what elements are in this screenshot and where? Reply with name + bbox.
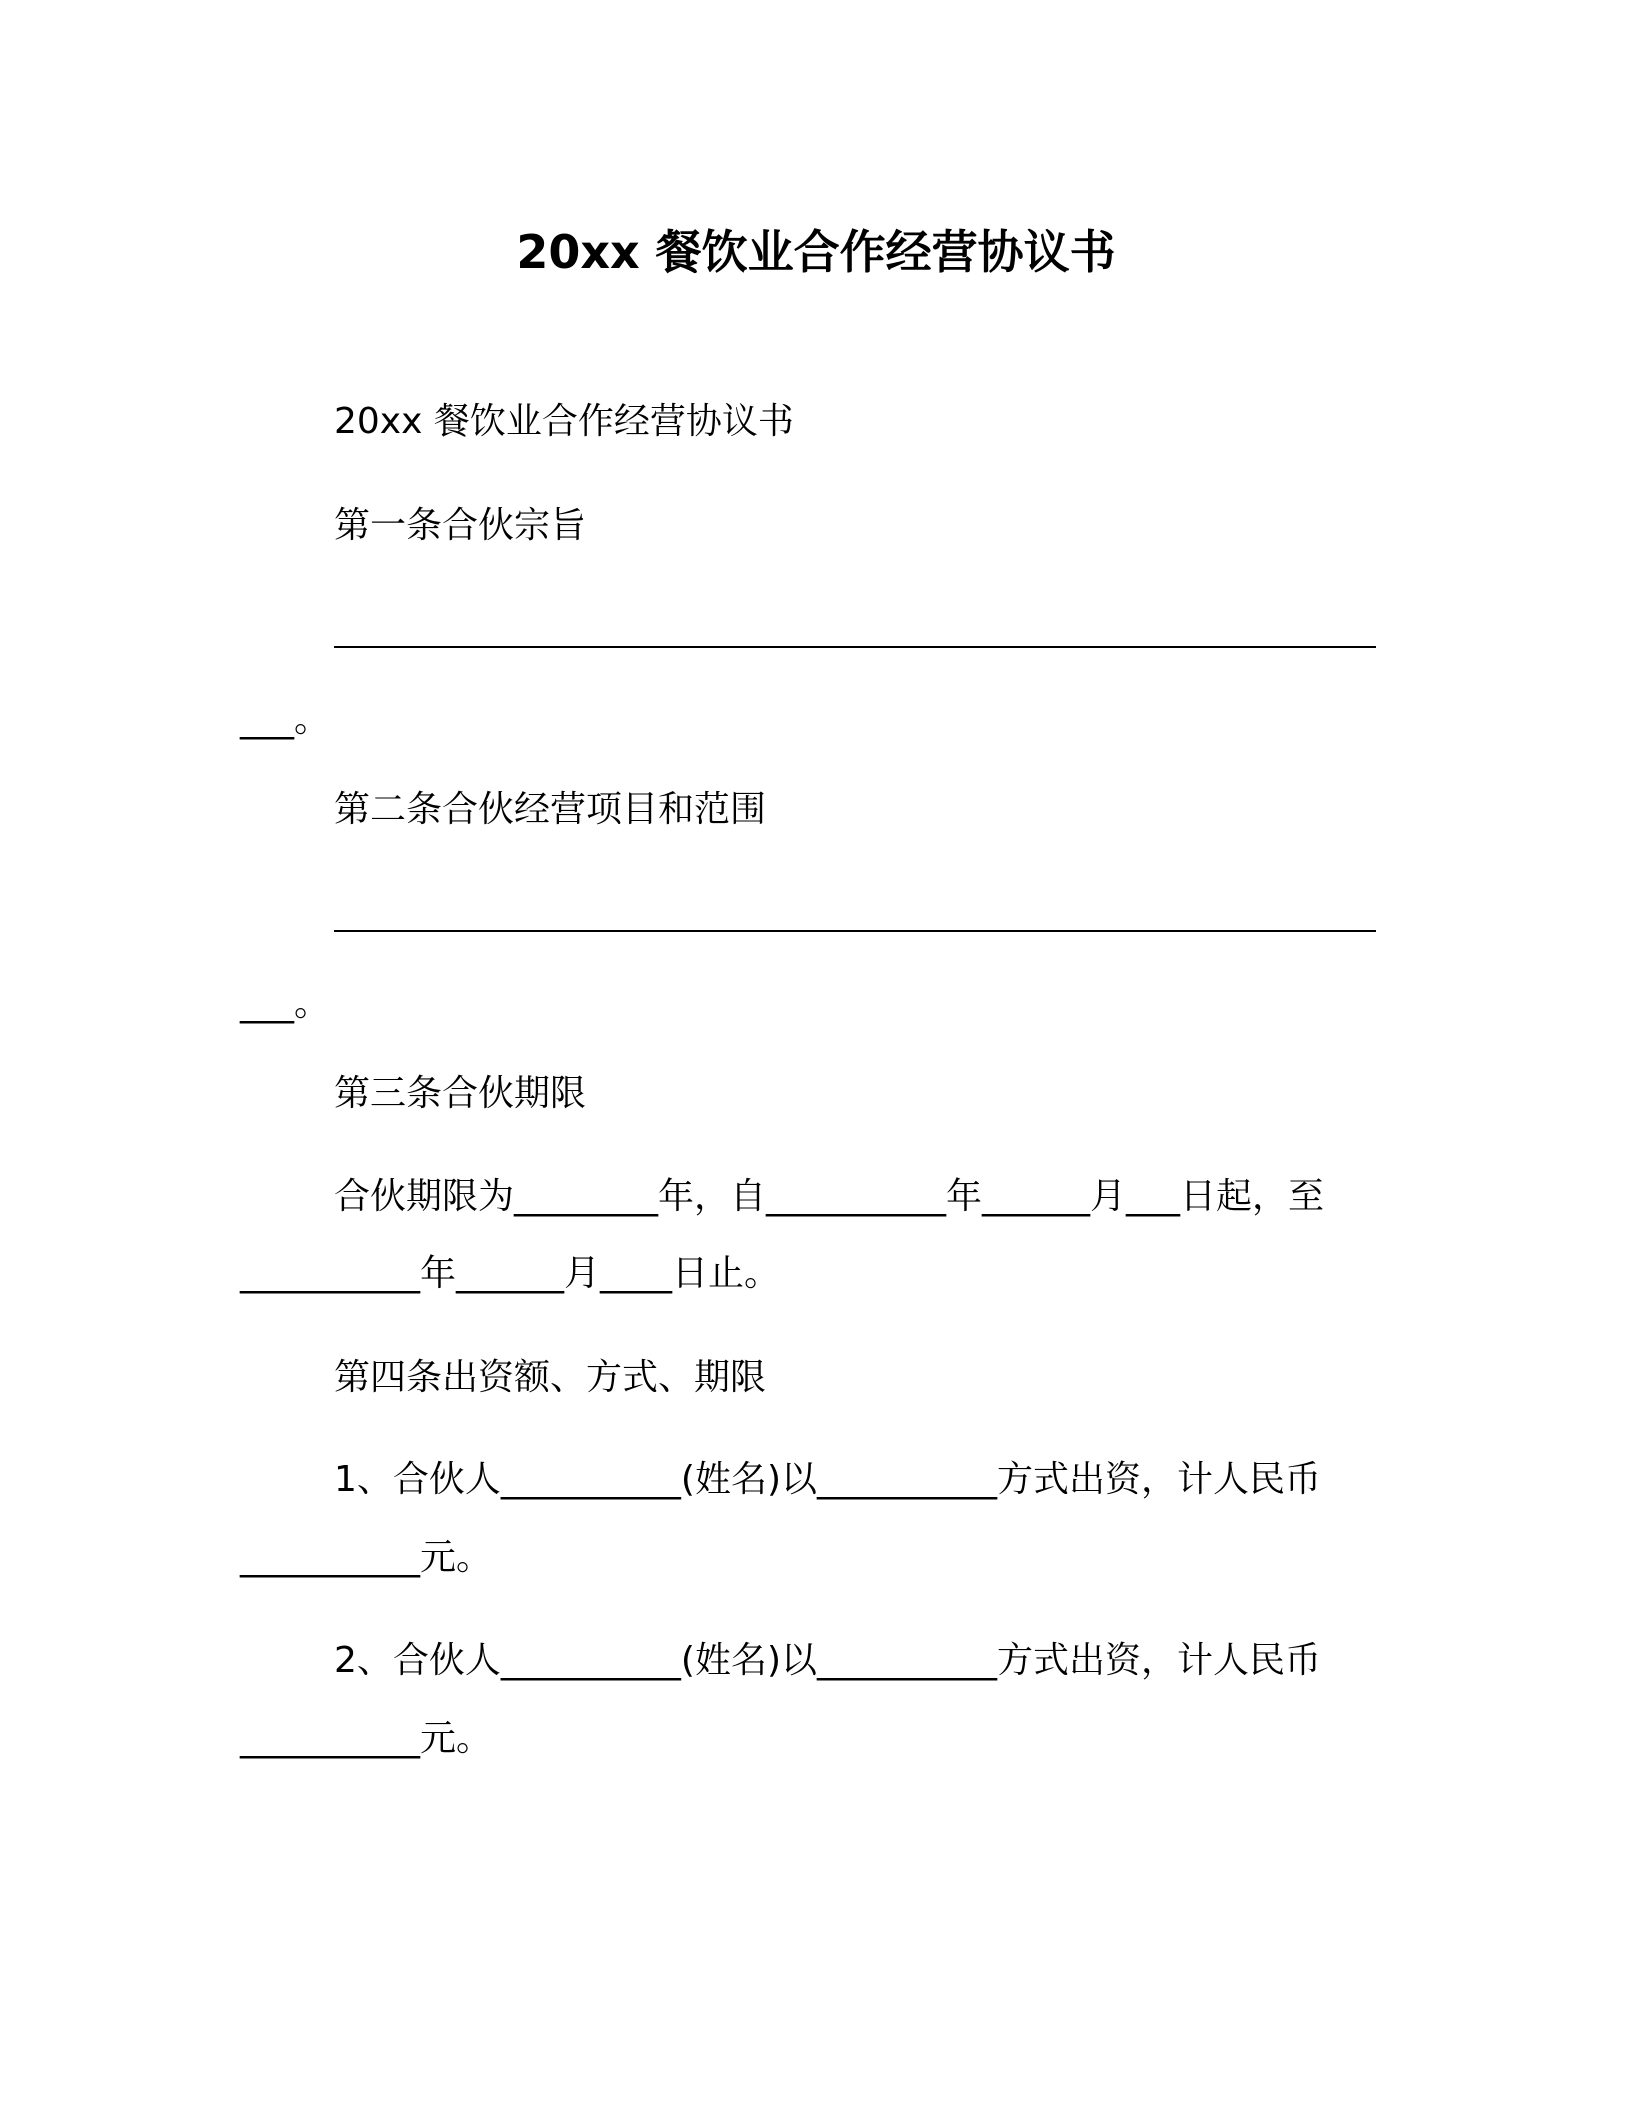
document-title: 20xx 餐饮业合作经营协议书 xyxy=(516,225,1116,279)
article-4-item-2-line-2: __________元。 xyxy=(240,1718,493,1759)
article-4-heading: 第四条出资额、方式、期限 xyxy=(334,1357,767,1398)
article-2-heading: 第二条合伙经营项目和范围 xyxy=(334,789,767,830)
article-2-blank-end: ___。 xyxy=(240,983,331,1024)
document-subtitle: 20xx 餐饮业合作经营协议书 xyxy=(334,401,794,442)
article-1-blank-end: ___。 xyxy=(240,699,331,740)
article-1-heading: 第一条合伙宗旨 xyxy=(334,505,587,546)
article-3-line-2: __________年______月____日止。 xyxy=(240,1253,781,1294)
article-2-blank-line xyxy=(334,930,1376,932)
article-4-item-1-line-1: 1、合伙人__________(姓名)以__________方式出资，计人民币 xyxy=(334,1459,1321,1500)
article-4-item-1-line-2: __________元。 xyxy=(240,1537,493,1578)
article-1-blank-line xyxy=(334,646,1376,648)
article-3-heading: 第三条合伙期限 xyxy=(334,1073,587,1114)
article-4-item-2-line-1: 2、合伙人__________(姓名)以__________方式出资，计人民币 xyxy=(334,1640,1321,1681)
article-3-line-1: 合伙期限为________年，自__________年______月___日起，至 xyxy=(334,1176,1325,1217)
